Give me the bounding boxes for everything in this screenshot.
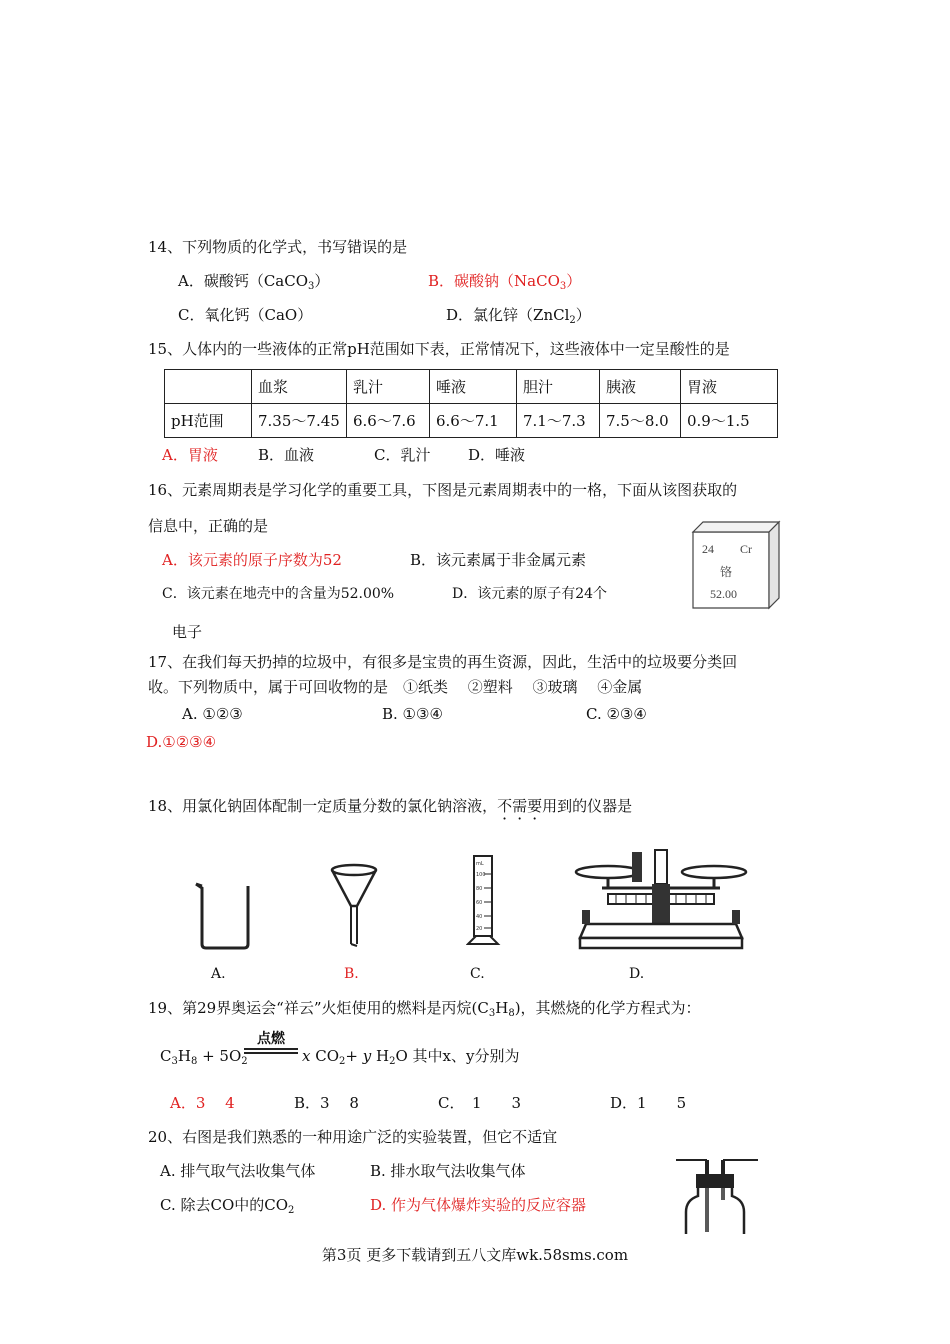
q20-option-d: D. 作为气体爆炸实验的反应容器 bbox=[370, 1196, 587, 1214]
emphasis-char: 不 bbox=[497, 797, 513, 815]
q14-option-d: D．氯化锌（ZnCl$_2$） bbox=[446, 306, 591, 326]
q19-option-b: B．3 8 bbox=[294, 1094, 359, 1112]
ph-table bbox=[164, 369, 778, 438]
emphasis-char: 要 bbox=[527, 797, 543, 815]
q15-option-a: A．胃液 bbox=[162, 446, 218, 464]
q17-option-d: D.①②③④ bbox=[146, 733, 217, 751]
q20-option-a: A. 排气取气法收集气体 bbox=[160, 1162, 316, 1180]
table-row bbox=[165, 370, 778, 404]
reaction-condition: 点燃 bbox=[257, 1031, 285, 1047]
q18-label-a: A. bbox=[211, 966, 226, 982]
table-cell: 乳汁 bbox=[347, 370, 430, 404]
table-cell: 胃液 bbox=[681, 370, 778, 404]
q15-stem: 15、人体内的一些液体的正常pH范围如下表，正常情况下，这些液体中一定呈酸性的是 bbox=[148, 340, 730, 358]
equation-arrow-line bbox=[244, 1052, 298, 1054]
periodic-table-cell-figure bbox=[690, 518, 786, 612]
balance-scale-figure bbox=[572, 848, 750, 952]
q18-stem: 18、用氯化钠固体配制一定质量分数的氯化钠溶液，不需要用到的仪器是 bbox=[148, 797, 633, 815]
q20-stem: 20、右图是我们熟悉的一种用途广泛的实验装置，但它不适宜 bbox=[148, 1128, 558, 1146]
funnel-figure bbox=[326, 862, 382, 948]
q19-equation-right: x $CO_2+ y$ $H_2O$ 其中x、y分别为 bbox=[302, 1047, 520, 1067]
element-name: 铬 bbox=[720, 565, 733, 579]
q16-option-a: A．该元素的原子序数为52 bbox=[162, 551, 342, 569]
table-cell: 唾液 bbox=[430, 370, 517, 404]
q20-option-c: C. 除去CO中的$CO_2$ bbox=[160, 1196, 295, 1216]
q18-label-d: D. bbox=[629, 966, 645, 982]
q16-option-d-cont: 电子 bbox=[172, 623, 203, 641]
q19-stem: 19、第29界奥运会“祥云”火炬使用的燃料是丙烷$(C_3H_8)$，其燃烧的化学方程式为： bbox=[148, 999, 701, 1019]
element-mass: 52.00 bbox=[710, 587, 737, 601]
q18-label-c: C. bbox=[470, 966, 485, 982]
emphasis-char: 需 bbox=[512, 797, 528, 815]
q16-option-b: B．该元素属于非金属元素 bbox=[410, 551, 587, 569]
q18-label-b: B. bbox=[344, 966, 359, 982]
cylinder-tick-label: 60 bbox=[476, 900, 483, 906]
cylinder-tick-label: mL bbox=[476, 861, 484, 867]
table-cell: 7.1～7.3 bbox=[517, 404, 600, 438]
beaker-figure bbox=[190, 878, 256, 952]
table-cell: 0.9～1.5 bbox=[681, 404, 778, 438]
table-cell bbox=[165, 370, 252, 404]
table-cell: 胆汁 bbox=[517, 370, 600, 404]
graduated-cylinder-figure bbox=[466, 852, 502, 948]
table-cell: 6.6～7.6 bbox=[347, 404, 430, 438]
q19-option-c: C． 1 3 bbox=[438, 1094, 522, 1112]
table-cell: 胰液 bbox=[600, 370, 681, 404]
q16-option-d: D．该元素的原子有24个 bbox=[452, 586, 608, 602]
cylinder-tick-label: 100 bbox=[476, 872, 486, 878]
table-cell: 6.6～7.1 bbox=[430, 404, 517, 438]
q15-option-d: D．唾液 bbox=[468, 446, 526, 464]
q17-option-b: B. ①③④ bbox=[382, 705, 443, 723]
q17-option-c: C. ②③④ bbox=[586, 705, 647, 723]
q14-option-b: B．碳酸钠（NaCO$_3$） bbox=[428, 272, 582, 292]
table-cell: 7.35～7.45 bbox=[252, 404, 347, 438]
table-cell: pH范围 bbox=[165, 404, 252, 438]
element-symbol: Cr bbox=[740, 542, 752, 556]
q16-stem-line2: 信息中，正确的是 bbox=[148, 517, 269, 535]
q15-option-b: B．血液 bbox=[258, 446, 315, 464]
table-cell: 血浆 bbox=[252, 370, 347, 404]
table-row bbox=[165, 404, 778, 438]
q16-stem-line1: 16、元素周期表是学习化学的重要工具，下图是元素周期表中的一格，下面从该图获取的 bbox=[148, 481, 738, 499]
table-cell: 7.5～8.0 bbox=[600, 404, 681, 438]
q19-option-d: D．1 5 bbox=[610, 1094, 687, 1112]
q14-option-c: C．氧化钙（CaO） bbox=[178, 306, 313, 324]
q14-stem: 14、下列物质的化学式，书写错误的是 bbox=[148, 238, 408, 256]
q17-stem-line1: 17、在我们每天扔掉的垃圾中，有很多是宝贵的再生资源，因此，生活中的垃圾要分类回 bbox=[148, 653, 738, 671]
page-footer: 第3页 更多下载请到五八文库wk.58sms.com bbox=[321, 1246, 629, 1264]
cylinder-tick-label: 40 bbox=[476, 914, 483, 920]
q19-option-a: A．3 4 bbox=[170, 1094, 235, 1112]
q19-equation-left: $C_3H_8 + 5O_2$ bbox=[160, 1047, 248, 1067]
q17-stem-line2: 收。下列物质中，属于可回收物的是 ①纸类 ②塑料 ③玻璃 ④金属 bbox=[148, 678, 643, 696]
cylinder-tick-label: 80 bbox=[476, 886, 483, 892]
q14-option-a: A．碳酸钙（CaCO$_3$） bbox=[178, 272, 330, 292]
q17-option-a: A. ①②③ bbox=[182, 705, 243, 723]
q20-option-b: B. 排水取气法收集气体 bbox=[370, 1162, 526, 1180]
element-number: 24 bbox=[702, 542, 714, 556]
gas-bottle-apparatus-figure bbox=[672, 1152, 762, 1234]
cylinder-tick-label: 20 bbox=[476, 926, 483, 932]
q16-option-c: C．该元素在地壳中的含量为52.00% bbox=[162, 586, 395, 602]
q15-option-c: C．乳汁 bbox=[374, 446, 431, 464]
equation-arrow-line bbox=[244, 1048, 298, 1050]
